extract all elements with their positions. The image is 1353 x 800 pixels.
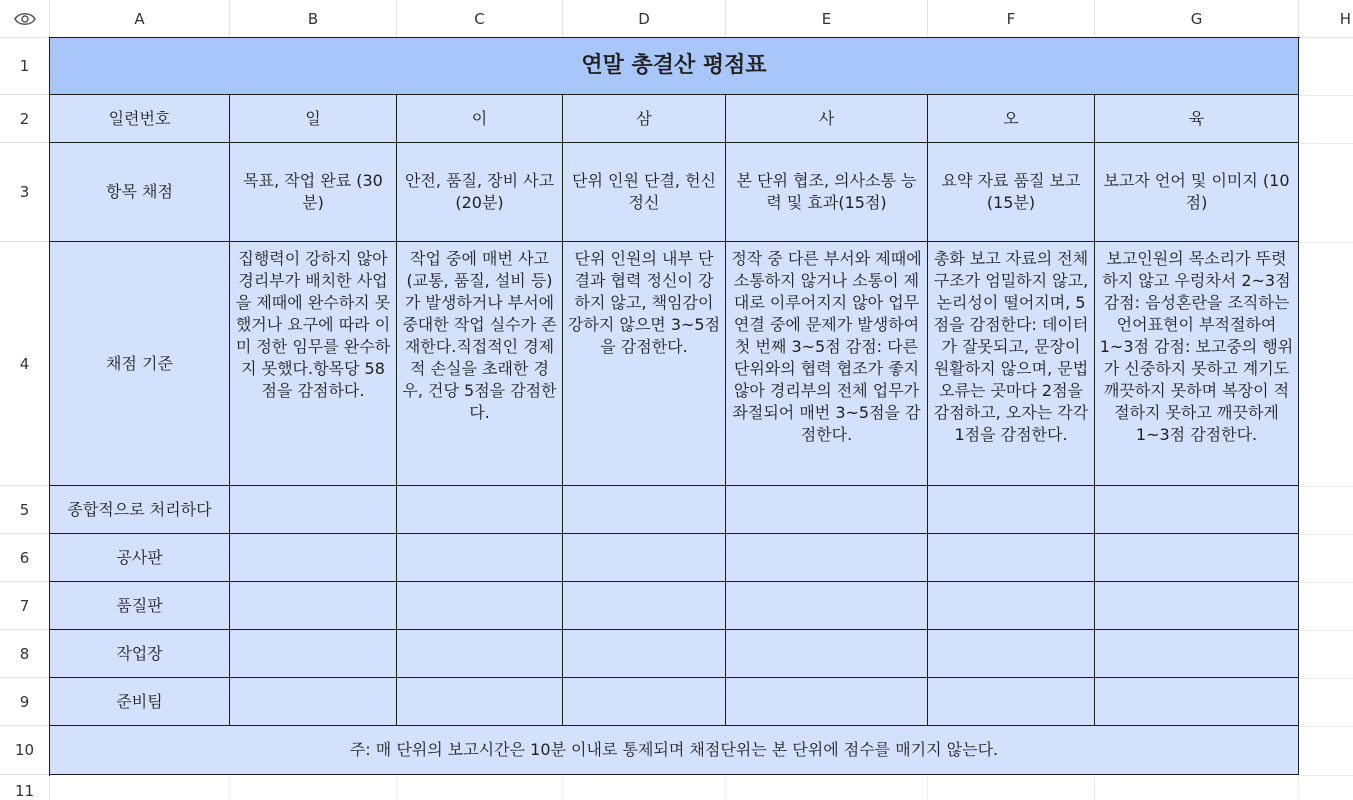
scoring-item-4[interactable]: 본 단위 협조, 의사소통 능력 및 효과(15점) <box>726 143 928 242</box>
grid-line <box>229 776 230 800</box>
scoring-item-6[interactable]: 보고자 언어 및 이미지 (10점) <box>1095 143 1299 242</box>
item-header-2[interactable]: 이 <box>397 95 563 143</box>
criteria-6[interactable]: 보고인원의 목소리가 뚜렷하지 않고 우렁차서 2~3점 감점: 음성혼란을 조직하는 언어표현이 부적절하여 1~3점 감점: 보고중의 행위가 신중하지 못하고 계기도 깨끗하지 못하며 복장이 적절하지 못하고 깨끗하게 1~3점 감점한다. <box>1095 242 1299 486</box>
score-cell[interactable] <box>1095 582 1299 630</box>
row-header-11[interactable]: 11 <box>0 775 50 800</box>
criteria-label[interactable]: 채점 기준 <box>50 242 230 486</box>
grid-line <box>1299 678 1353 679</box>
criteria-5[interactable]: 총화 보고 자료의 전체 구조가 엄밀하지 않고, 논리성이 떨어지며, 5점을 감점한다: 데이터가 잘못되고, 문장이 원활하지 않으며, 문법 오류는 곳마다 2점을 감점하고, 오자는 각각 1점을 감점한다. <box>928 242 1095 486</box>
grid-line <box>1299 486 1353 487</box>
grid-line <box>396 776 397 800</box>
row-header-3[interactable]: 3 <box>0 143 50 242</box>
item-header-1[interactable]: 일 <box>230 95 397 143</box>
table-title[interactable]: 연말 총결산 평점표 <box>50 38 1299 95</box>
score-cell[interactable] <box>726 678 928 726</box>
grid-line <box>1299 630 1353 631</box>
unit-label-4[interactable]: 작업장 <box>50 630 230 678</box>
score-cell[interactable] <box>397 582 563 630</box>
score-cell[interactable] <box>397 678 563 726</box>
column-header-b[interactable]: B <box>230 0 397 38</box>
column-header-h[interactable]: H <box>1299 0 1353 38</box>
serial-number-label[interactable]: 일련번호 <box>50 95 230 143</box>
corner-cell[interactable] <box>0 0 50 38</box>
score-cell[interactable] <box>928 534 1095 582</box>
score-cell[interactable] <box>230 486 397 534</box>
grid-line <box>1299 143 1353 144</box>
grid-line <box>1299 95 1353 96</box>
row-header-8[interactable]: 8 <box>0 630 50 678</box>
unit-label-2[interactable]: 공사판 <box>50 534 230 582</box>
column-header-c[interactable]: C <box>397 0 563 38</box>
score-cell[interactable] <box>230 534 397 582</box>
item-header-4[interactable]: 사 <box>726 95 928 143</box>
score-cell[interactable] <box>1095 630 1299 678</box>
item-header-3[interactable]: 삼 <box>563 95 726 143</box>
grid-line <box>1094 776 1095 800</box>
scoring-item-1[interactable]: 목표, 작업 완료 (30분) <box>230 143 397 242</box>
column-header-a[interactable]: A <box>50 0 230 38</box>
row-header-6[interactable]: 6 <box>0 534 50 582</box>
row-header-9[interactable]: 9 <box>0 678 50 726</box>
score-cell[interactable] <box>563 678 726 726</box>
row-header-10[interactable]: 10 <box>0 726 50 775</box>
scoring-item-3[interactable]: 단위 인원 단결, 헌신정신 <box>563 143 726 242</box>
score-cell[interactable] <box>397 534 563 582</box>
row-header-5[interactable]: 5 <box>0 486 50 534</box>
score-cell[interactable] <box>563 486 726 534</box>
score-cell[interactable] <box>563 534 726 582</box>
eye-icon[interactable] <box>14 12 36 26</box>
scoring-items-label[interactable]: 항목 채점 <box>50 143 230 242</box>
item-header-5[interactable]: 오 <box>928 95 1095 143</box>
row-header-7[interactable]: 7 <box>0 582 50 630</box>
column-header-f[interactable]: F <box>928 0 1095 38</box>
score-cell[interactable] <box>726 534 928 582</box>
score-cell[interactable] <box>928 582 1095 630</box>
grid-line <box>1299 534 1353 535</box>
footnote[interactable]: 주: 매 단위의 보고시간은 10분 이내로 통제되며 채점단위는 본 단위에 점수를 매기지 않는다. <box>50 726 1299 775</box>
score-cell[interactable] <box>726 486 928 534</box>
score-cell[interactable] <box>1095 678 1299 726</box>
grid-line <box>927 776 928 800</box>
score-cell[interactable] <box>563 630 726 678</box>
score-cell[interactable] <box>230 582 397 630</box>
row-header-2[interactable]: 2 <box>0 95 50 143</box>
score-cell[interactable] <box>928 630 1095 678</box>
column-header-d[interactable]: D <box>563 0 726 38</box>
grid-line <box>1299 582 1353 583</box>
criteria-2[interactable]: 작업 중에 매번 사고(교통, 품질, 설비 등)가 발생하거나 부서에 중대한 작업 실수가 존재한다.직접적인 경제적 손실을 초래한 경우, 건당 5점을 감점한다. <box>397 242 563 486</box>
criteria-3[interactable]: 단위 인원의 내부 단결과 협력 정신이 강하지 않고, 책임감이 강하지 않으면 3~5점을 감점한다. <box>563 242 726 486</box>
score-cell[interactable] <box>397 486 563 534</box>
score-cell[interactable] <box>397 630 563 678</box>
score-cell[interactable] <box>726 630 928 678</box>
row-header-4[interactable]: 4 <box>0 242 50 486</box>
grid-line <box>562 776 563 800</box>
grid-line <box>1299 726 1353 727</box>
score-cell[interactable] <box>563 582 726 630</box>
score-cell[interactable] <box>1095 534 1299 582</box>
score-cell[interactable] <box>726 582 928 630</box>
score-cell[interactable] <box>230 630 397 678</box>
item-header-6[interactable]: 육 <box>1095 95 1299 143</box>
criteria-1[interactable]: 집행력이 강하지 않아 경리부가 배치한 사업을 제때에 완수하지 못했거나 요구에 따라 이미 정한 임무를 완수하지 못했다.항목당 58점을 감점하다. <box>230 242 397 486</box>
column-header-g[interactable]: G <box>1095 0 1299 38</box>
scoring-item-5[interactable]: 요약 자료 품질 보고(15분) <box>928 143 1095 242</box>
criteria-4[interactable]: 정작 중 다른 부서와 제때에 소통하지 않거나 소통이 제대로 이루어지지 않아 업무 연결 중에 문제가 발생하여 첫 번째 3~5점 감점: 다른 단위와의 협력 협조가 좋지 않아 경리부의 전체 업무가 좌절되어 매번 3~5점을 감점한다. <box>726 242 928 486</box>
grid-line <box>725 776 726 800</box>
unit-label-1[interactable]: 종합적으로 처리하다 <box>50 486 230 534</box>
column-header-e[interactable]: E <box>726 0 928 38</box>
unit-label-3[interactable]: 품질판 <box>50 582 230 630</box>
scoring-item-2[interactable]: 안전, 품질, 장비 사고 (20분) <box>397 143 563 242</box>
score-cell[interactable] <box>230 678 397 726</box>
unit-label-5[interactable]: 준비팀 <box>50 678 230 726</box>
score-cell[interactable] <box>928 678 1095 726</box>
grid-line <box>1299 242 1353 243</box>
score-cell[interactable] <box>928 486 1095 534</box>
row-header-1[interactable]: 1 <box>0 38 50 95</box>
grid-line <box>1299 775 1353 776</box>
score-cell[interactable] <box>1095 486 1299 534</box>
